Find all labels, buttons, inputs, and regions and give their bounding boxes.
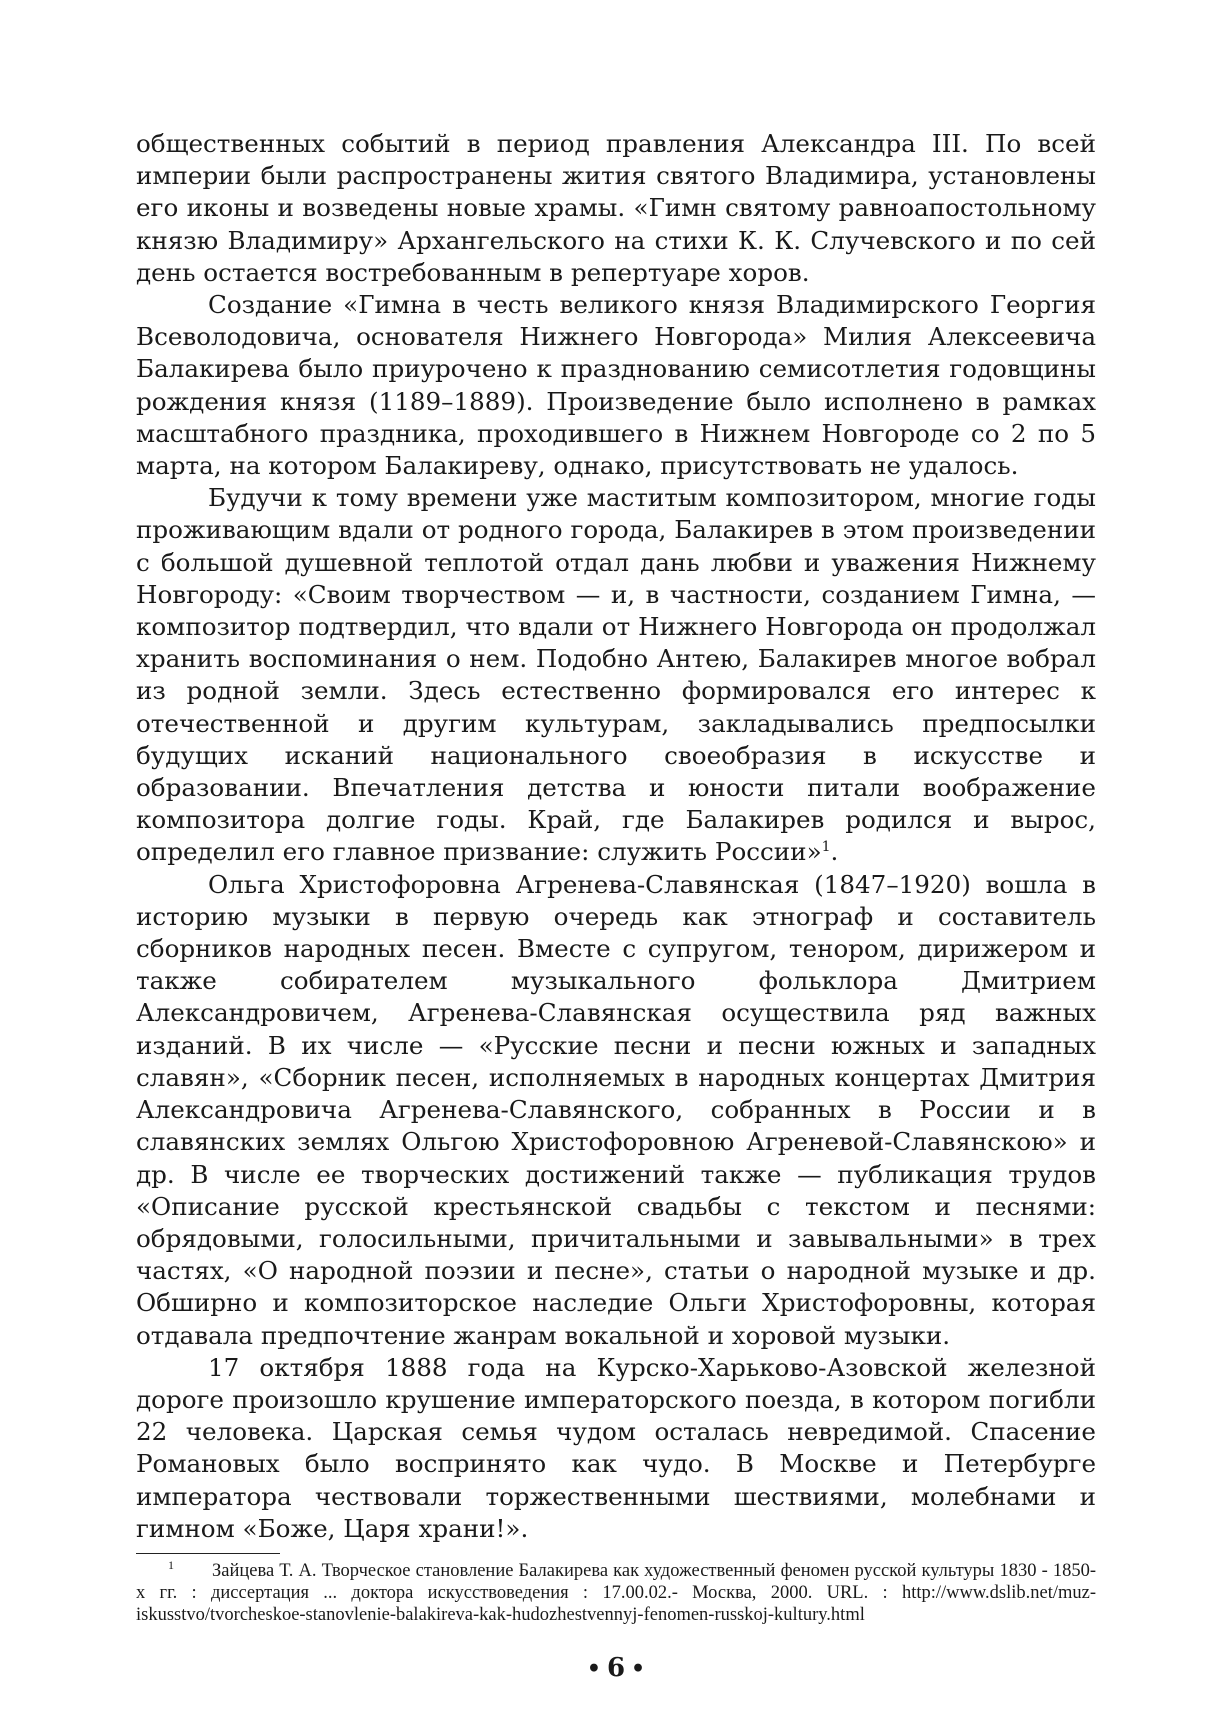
footnote-divider <box>136 1553 280 1554</box>
paragraph-train-crash <box>136 1352 1096 1545</box>
paragraph-tail: . <box>830 837 839 867</box>
footnote-text: Зайцева Т. А. Творческое становление Балакирева как художественный феномен русской культуры 1830 - 1850-х гг. : диссертация ... доктора искусствоведения : 17.00.02.- Москва, 2000. URL. : http://www.dslib.net/muz-iskusstvo/tvorcheskoe-stanovlenie-balakireva-kak-hudozhestvennyj-fenomen-russkoj-kultury.html <box>136 1560 1096 1625</box>
paragraph-text: Ольга Христофоровна Агренева-Славянская (1847–1920) вошла в историю музыки в первую очередь как этнограф и составитель сборников народных песен. Вместе с супругом, тенором, дирижером и также собирателем музыкального фольклора Дмитрием Александровичем, Агренева-Славянская осуществила ряд важных изданий. В их числе — «Русские песни и песни южных и западных славян», «Сборник песен, исполняемых в народных концертах Дмитрия Александровича Агренева-Славянского, собранных в России и в славянских землях Ольгою Христофоровною Агреневой-Славянскою» и др. В числе ее творческих достижений также — публикация трудов «Описание русской крестьянской свадьбы с текстом и песнями: обрядовыми, голосильными, причитальными и завывальными» в трех частях, «О народной поэзии и песне», статьи о народной музыке и др. Обширно и композиторское наследие Ольги Христофоровны, которая отдавала предпочтение жанрам вокальной и хоровой музыки. <box>136 869 1096 1350</box>
paragraph-continuation <box>136 128 1096 289</box>
footnote-reference[interactable]: 1 <box>821 839 831 856</box>
paragraph-text: Создание «Гимна в честь великого князя Владимирского Георгия Всеволодовича, основателя Нижнего Новгорода» Милия Алексеевича Балакирева было приурочено к празднованию семисотлетия годовщины рождения князя (1189–1889). Произведение было исполнено в рамках масштабного праздника, проходившего в Нижнем Новгороде со 2 по 5 марта, на котором Балакиреву, однако, присутствовать не удалось. <box>136 290 1096 481</box>
footnote <box>136 1557 1096 1626</box>
paragraph-text: 17 октября 1888 года на Курско-Харьково-Азовской железной дороге произошло крушение императорского поезда, в котором погибли 22 человека. Царская семья чудом осталась невредимой. Спасение Романовых было воспринято как чудо. В Москве и Петербурге императора чествовали торжественными шествиями, молебнами и гимном «Боже, Царя храни!». <box>136 1352 1096 1543</box>
paragraph-agreneva <box>136 869 1096 1352</box>
page-number-value: 6 <box>606 1653 626 1683</box>
paragraph-text: Будучи к тому времени уже маститым композитором, многие годы проживающим вдали от родного города, Балакирев в этом произведении с большой душевной теплотой отдал дань любви и уважения Нижнему Новгороду: «Своим творчеством — и, в частности, созданием Гимна, — композитор подтвердил, что вдали от Нижнего Новгорода он продолжал хранить воспоминания о нем. Подобно Антею, Балакирев многое вобрал из родной земли. Здесь естественно формировался его интерес к отечественной и другим культурам, закладывались предпосылки будущих исканий национального своеобразия в искусстве и образовании. Впечатления детства и юности питали воображение композитора долгие годы. Край, где Балакирев родился и вырос, определил его главное призвание: служить России» <box>136 483 1096 867</box>
page-body <box>136 128 1096 1683</box>
bullet-right: • <box>631 1656 646 1682</box>
page-number <box>136 1653 1096 1683</box>
paragraph-balakirev-hymn <box>136 289 1096 482</box>
bullet-left: • <box>586 1656 601 1682</box>
paragraph-text: общественных событий в период правления Александра III. По всей империи были распространены жития святого Владимира, установлены его иконы и возведены новые храмы. «Гимн святому равноапостольному князю Владимиру» Архангельского на стихи К. К. Случевского и по сей день остается востребованным в репертуаре хоров. <box>136 129 1096 287</box>
paragraph-balakirev-quote <box>136 482 1096 868</box>
footnote-mark: 1 <box>168 1557 174 1572</box>
